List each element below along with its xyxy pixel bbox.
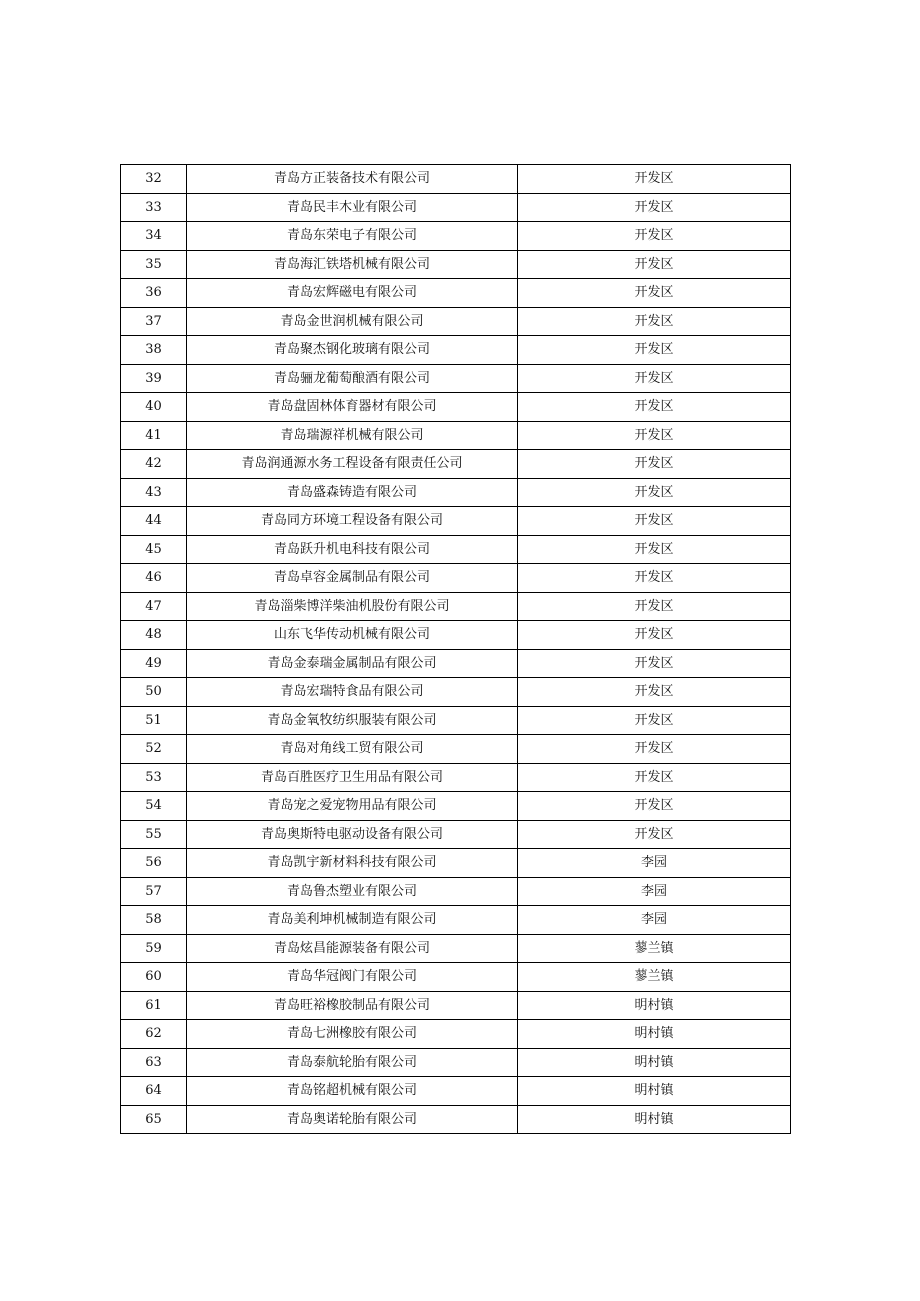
- table-row: [121, 849, 791, 878]
- table-row: [121, 963, 791, 992]
- table-row: [121, 222, 791, 251]
- table-row: [121, 165, 791, 194]
- row-number-cell: 33: [121, 193, 187, 222]
- district-cell: 开发区: [518, 763, 791, 792]
- district-cell: 开发区: [518, 478, 791, 507]
- table-row: [121, 421, 791, 450]
- company-name-cell: 青岛卓容金属制品有限公司: [187, 564, 518, 593]
- row-number-cell: 42: [121, 450, 187, 479]
- table-row: [121, 193, 791, 222]
- row-number-cell: 46: [121, 564, 187, 593]
- company-name-cell: 青岛金氧牧纺织服装有限公司: [187, 706, 518, 735]
- district-cell: 明村镇: [518, 1048, 791, 1077]
- company-name-cell: 青岛宠之爱宠物用品有限公司: [187, 792, 518, 821]
- table-row: [121, 307, 791, 336]
- district-cell: 李园: [518, 906, 791, 935]
- district-cell: 开发区: [518, 564, 791, 593]
- table-body: [121, 165, 791, 1134]
- row-number-cell: 51: [121, 706, 187, 735]
- district-cell: 开发区: [518, 820, 791, 849]
- table-row: [121, 735, 791, 764]
- company-name-cell: 青岛润通源水务工程设备有限责任公司: [187, 450, 518, 479]
- company-name-cell: 青岛民丰木业有限公司: [187, 193, 518, 222]
- row-number-cell: 65: [121, 1105, 187, 1134]
- district-cell: 开发区: [518, 535, 791, 564]
- row-number-cell: 56: [121, 849, 187, 878]
- row-number-cell: 61: [121, 991, 187, 1020]
- company-name-cell: 青岛东荣电子有限公司: [187, 222, 518, 251]
- row-number-cell: 38: [121, 336, 187, 365]
- row-number-cell: 34: [121, 222, 187, 251]
- company-name-cell: 青岛骊龙葡萄酿酒有限公司: [187, 364, 518, 393]
- row-number-cell: 55: [121, 820, 187, 849]
- company-name-cell: 山东飞华传动机械有限公司: [187, 621, 518, 650]
- row-number-cell: 64: [121, 1077, 187, 1106]
- row-number-cell: 41: [121, 421, 187, 450]
- company-name-cell: 青岛淄柴博洋柴油机股份有限公司: [187, 592, 518, 621]
- company-name-cell: 青岛奥斯特电驱动设备有限公司: [187, 820, 518, 849]
- district-cell: 明村镇: [518, 991, 791, 1020]
- row-number-cell: 39: [121, 364, 187, 393]
- row-number-cell: 48: [121, 621, 187, 650]
- table-row: [121, 535, 791, 564]
- table-row: [121, 393, 791, 422]
- row-number-cell: 62: [121, 1020, 187, 1049]
- company-name-cell: 青岛聚杰钢化玻璃有限公司: [187, 336, 518, 365]
- company-name-cell: 青岛百胜医疗卫生用品有限公司: [187, 763, 518, 792]
- district-cell: 开发区: [518, 592, 791, 621]
- row-number-cell: 63: [121, 1048, 187, 1077]
- district-cell: 开发区: [518, 735, 791, 764]
- company-name-cell: 青岛炫昌能源装备有限公司: [187, 934, 518, 963]
- table-row: [121, 678, 791, 707]
- company-name-cell: 青岛凯宇新材料科技有限公司: [187, 849, 518, 878]
- district-cell: 开发区: [518, 222, 791, 251]
- company-name-cell: 青岛金泰瑞金属制品有限公司: [187, 649, 518, 678]
- table-row: [121, 336, 791, 365]
- row-number-cell: 37: [121, 307, 187, 336]
- table-row: [121, 621, 791, 650]
- row-number-cell: 45: [121, 535, 187, 564]
- company-name-cell: 青岛宏辉磁电有限公司: [187, 279, 518, 308]
- row-number-cell: 50: [121, 678, 187, 707]
- company-name-cell: 青岛鲁杰塑业有限公司: [187, 877, 518, 906]
- table-row: [121, 820, 791, 849]
- district-cell: 开发区: [518, 706, 791, 735]
- company-name-cell: 青岛金世润机械有限公司: [187, 307, 518, 336]
- row-number-cell: 49: [121, 649, 187, 678]
- row-number-cell: 57: [121, 877, 187, 906]
- row-number-cell: 47: [121, 592, 187, 621]
- company-name-cell: 青岛铭超机械有限公司: [187, 1077, 518, 1106]
- company-name-cell: 青岛旺裕橡胶制品有限公司: [187, 991, 518, 1020]
- company-list-table: [120, 164, 791, 1134]
- row-number-cell: 44: [121, 507, 187, 536]
- company-name-cell: 青岛奥诺轮胎有限公司: [187, 1105, 518, 1134]
- company-name-cell: 青岛盛森铸造有限公司: [187, 478, 518, 507]
- district-cell: 开发区: [518, 307, 791, 336]
- company-name-cell: 青岛泰航轮胎有限公司: [187, 1048, 518, 1077]
- table-row: [121, 906, 791, 935]
- table-row: [121, 507, 791, 536]
- district-cell: 开发区: [518, 678, 791, 707]
- table-row: [121, 1020, 791, 1049]
- row-number-cell: 59: [121, 934, 187, 963]
- company-name-cell: 青岛方正装备技术有限公司: [187, 165, 518, 194]
- district-cell: 蓼兰镇: [518, 963, 791, 992]
- district-cell: 开发区: [518, 792, 791, 821]
- table-row: [121, 649, 791, 678]
- company-name-cell: 青岛跃升机电科技有限公司: [187, 535, 518, 564]
- district-cell: 明村镇: [518, 1105, 791, 1134]
- row-number-cell: 40: [121, 393, 187, 422]
- table-row: [121, 763, 791, 792]
- row-number-cell: 53: [121, 763, 187, 792]
- table-row: [121, 1105, 791, 1134]
- district-cell: 开发区: [518, 507, 791, 536]
- table-row: [121, 279, 791, 308]
- district-cell: 开发区: [518, 193, 791, 222]
- district-cell: 开发区: [518, 250, 791, 279]
- district-cell: 李园: [518, 849, 791, 878]
- district-cell: 开发区: [518, 336, 791, 365]
- district-cell: 李园: [518, 877, 791, 906]
- district-cell: 开发区: [518, 450, 791, 479]
- district-cell: 开发区: [518, 393, 791, 422]
- district-cell: 开发区: [518, 279, 791, 308]
- row-number-cell: 60: [121, 963, 187, 992]
- table-row: [121, 478, 791, 507]
- district-cell: 开发区: [518, 649, 791, 678]
- district-cell: 开发区: [518, 621, 791, 650]
- row-number-cell: 54: [121, 792, 187, 821]
- table-row: [121, 792, 791, 821]
- company-name-cell: 青岛美利坤机械制造有限公司: [187, 906, 518, 935]
- table-row: [121, 564, 791, 593]
- company-name-cell: 青岛七洲橡胶有限公司: [187, 1020, 518, 1049]
- district-cell: 蓼兰镇: [518, 934, 791, 963]
- row-number-cell: 52: [121, 735, 187, 764]
- district-cell: 开发区: [518, 421, 791, 450]
- table-row: [121, 450, 791, 479]
- district-cell: 明村镇: [518, 1077, 791, 1106]
- row-number-cell: 58: [121, 906, 187, 935]
- district-cell: 开发区: [518, 165, 791, 194]
- row-number-cell: 32: [121, 165, 187, 194]
- table-row: [121, 592, 791, 621]
- table-row: [121, 934, 791, 963]
- table-row: [121, 1077, 791, 1106]
- company-name-cell: 青岛海汇铁塔机械有限公司: [187, 250, 518, 279]
- row-number-cell: 35: [121, 250, 187, 279]
- row-number-cell: 36: [121, 279, 187, 308]
- table-row: [121, 1048, 791, 1077]
- company-name-cell: 青岛宏瑞特食品有限公司: [187, 678, 518, 707]
- company-name-cell: 青岛瑞源祥机械有限公司: [187, 421, 518, 450]
- company-name-cell: 青岛同方环境工程设备有限公司: [187, 507, 518, 536]
- table-row: [121, 364, 791, 393]
- table-row: [121, 706, 791, 735]
- table-row: [121, 991, 791, 1020]
- district-cell: 开发区: [518, 364, 791, 393]
- district-cell: 明村镇: [518, 1020, 791, 1049]
- row-number-cell: 43: [121, 478, 187, 507]
- table-row: [121, 250, 791, 279]
- company-name-cell: 青岛对角线工贸有限公司: [187, 735, 518, 764]
- company-name-cell: 青岛华冠阀门有限公司: [187, 963, 518, 992]
- table-row: [121, 877, 791, 906]
- company-name-cell: 青岛盘固林体育器材有限公司: [187, 393, 518, 422]
